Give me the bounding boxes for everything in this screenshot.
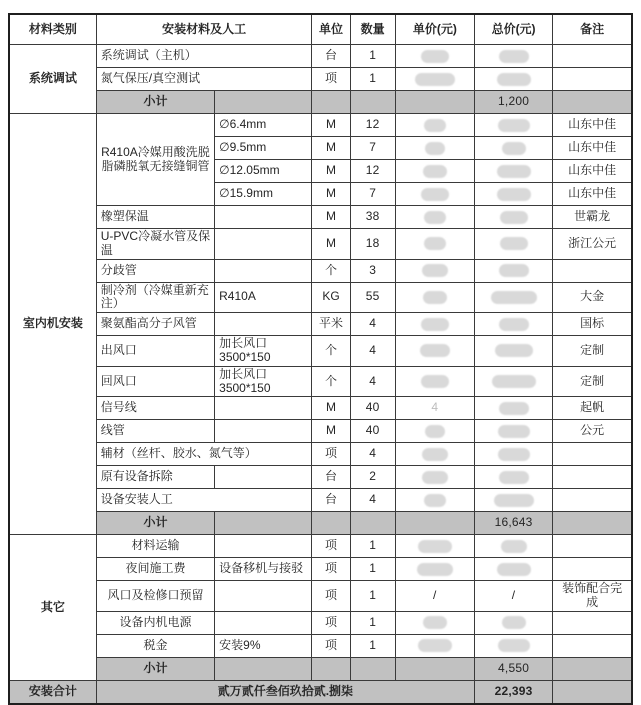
- subtotal-total-cell: 4,550: [474, 657, 552, 680]
- subtotal-total-cell: 16,643: [474, 512, 552, 535]
- remark-cell: [553, 657, 632, 680]
- item-name-cell: U-PVC冷凝水管及保温: [96, 229, 214, 260]
- redacted-value: [499, 50, 529, 63]
- redacted-value: [423, 616, 447, 629]
- item-name-cell: 原有设备拆除: [96, 466, 214, 489]
- unit-cell: M: [312, 114, 350, 137]
- category-cell: 其它: [9, 535, 96, 681]
- installation-quotation-table: [8, 13, 633, 705]
- total-price-cell: [474, 206, 552, 229]
- redacted-value: [424, 237, 446, 250]
- unit-price-cell: [395, 137, 474, 160]
- total-price-cell: [474, 634, 552, 657]
- unit-price-cell: [395, 512, 474, 535]
- unit-cell: KG: [312, 282, 350, 313]
- unit-price-cell: /: [395, 581, 474, 612]
- total-price-cell: [474, 137, 552, 160]
- unit-cell: 平米: [312, 313, 350, 336]
- item-row: [9, 558, 632, 581]
- redacted-value: [494, 494, 534, 507]
- item-row: [9, 581, 632, 612]
- unit-price-cell: [395, 657, 474, 680]
- redacted-value: [502, 616, 526, 629]
- unit-cell: 项: [312, 535, 350, 558]
- qty-cell: 4: [350, 336, 395, 367]
- unit-cell: [312, 657, 350, 680]
- unit-cell: M: [312, 397, 350, 420]
- item-row: [9, 206, 632, 229]
- redacted-value: [424, 211, 446, 224]
- qty-cell: 12: [350, 114, 395, 137]
- spec-cell: 加长风口 3500*150: [215, 336, 312, 367]
- qty-cell: 1: [350, 535, 395, 558]
- redacted-value: [422, 264, 448, 277]
- total-price-cell: [474, 535, 552, 558]
- remark-cell: [553, 558, 632, 581]
- spec-cell: 加长风口 3500*150: [215, 366, 312, 397]
- total-price-cell: [474, 313, 552, 336]
- redacted-value: [497, 188, 531, 201]
- unit-price-cell: [395, 160, 474, 183]
- total-price-cell: [474, 45, 552, 68]
- item-name-cell: 设备安装人工: [96, 489, 312, 512]
- redacted-value: [492, 375, 536, 388]
- unit-cell: M: [312, 160, 350, 183]
- qty-cell: 2: [350, 466, 395, 489]
- item-name-cell: 制冷剂（冷媒重新充注）: [96, 282, 214, 313]
- remark-cell: [553, 259, 632, 282]
- total-price-cell: /: [474, 581, 552, 612]
- redacted-value: [423, 165, 447, 178]
- spec-cell: R410A: [215, 282, 312, 313]
- remark-cell: 定制: [553, 336, 632, 367]
- total-price-cell: [474, 183, 552, 206]
- qty-cell: 7: [350, 137, 395, 160]
- unit-price-cell: 4: [395, 397, 474, 420]
- unit-price-cell: [395, 259, 474, 282]
- unit-cell: [312, 91, 350, 114]
- grand-total-amount-cell: 贰万贰仟叁佰玖拾贰.捌柒: [96, 680, 474, 704]
- qty-cell: 1: [350, 558, 395, 581]
- qty-cell: [350, 657, 395, 680]
- spec-cell: [215, 259, 312, 282]
- item-row: [9, 259, 632, 282]
- qty-cell: 4: [350, 443, 395, 466]
- grand-total-row: [9, 680, 632, 704]
- total-price-cell: [474, 366, 552, 397]
- unit-cell: M: [312, 137, 350, 160]
- total-price-cell: [474, 489, 552, 512]
- remark-cell: 山东中佳: [553, 160, 632, 183]
- unit-price-cell: [395, 91, 474, 114]
- redacted-value: [421, 375, 449, 388]
- unit-price-cell: [395, 466, 474, 489]
- spec-cell: ∅12.05mm: [215, 160, 312, 183]
- category-cell: 系统调试: [9, 45, 96, 114]
- spec-cell: [215, 313, 312, 336]
- redacted-value: [424, 494, 446, 507]
- subtotal-label-cell: 小计: [96, 657, 214, 680]
- unit-price-cell: [395, 489, 474, 512]
- unit-cell: 个: [312, 259, 350, 282]
- redacted-value: [498, 639, 530, 652]
- qty-cell: 40: [350, 397, 395, 420]
- item-name-cell: 橡塑保温: [96, 206, 214, 229]
- item-row: [9, 397, 632, 420]
- qty-cell: 12: [350, 160, 395, 183]
- spec-cell: [215, 657, 312, 680]
- total-price-cell: [474, 397, 552, 420]
- unit-price-cell: [395, 634, 474, 657]
- redacted-value: [424, 119, 446, 132]
- item-row: [9, 611, 632, 634]
- qty-cell: 1: [350, 634, 395, 657]
- col-header-unit: 单位: [312, 14, 350, 45]
- spec-cell: [215, 466, 312, 489]
- redacted-value: [497, 563, 531, 576]
- unit-cell: M: [312, 420, 350, 443]
- redacted-value: [425, 425, 445, 438]
- subtotal-row: [9, 657, 632, 680]
- unit-price-cell: [395, 313, 474, 336]
- category-cell: 安装合计: [9, 680, 96, 704]
- remark-cell: [553, 680, 632, 704]
- unit-price-cell: [395, 68, 474, 91]
- item-name-cell: 夜间施工费: [96, 558, 214, 581]
- remark-cell: 山东中佳: [553, 137, 632, 160]
- item-row: [9, 229, 632, 260]
- unit-cell: 台: [312, 466, 350, 489]
- remark-cell: 大金: [553, 282, 632, 313]
- redacted-value: [421, 318, 449, 331]
- qty-cell: 1: [350, 581, 395, 612]
- remark-cell: 国标: [553, 313, 632, 336]
- spec-cell: [215, 581, 312, 612]
- total-price-cell: [474, 443, 552, 466]
- item-name-cell: 线管: [96, 420, 214, 443]
- unit-cell: [312, 512, 350, 535]
- item-row: [9, 45, 632, 68]
- item-row: [9, 535, 632, 558]
- redacted-value: [421, 50, 449, 63]
- item-name-cell: 回风口: [96, 366, 214, 397]
- unit-cell: 个: [312, 366, 350, 397]
- redacted-value: [491, 291, 537, 304]
- item-name-cell: 材料运输: [96, 535, 214, 558]
- total-price-cell: 22,393: [474, 680, 552, 704]
- header-row: [9, 14, 632, 45]
- unit-cell: 项: [312, 581, 350, 612]
- spec-cell: 设备移机与接驳: [215, 558, 312, 581]
- total-price-cell: [474, 558, 552, 581]
- spec-cell: [215, 611, 312, 634]
- total-price-cell: [474, 68, 552, 91]
- remark-cell: 装饰配合完成: [553, 581, 632, 612]
- col-header-total-price: 总价(元): [474, 14, 552, 45]
- spec-cell: [215, 397, 312, 420]
- redacted-value: [418, 540, 452, 553]
- redacted-value: [422, 471, 448, 484]
- subtotal-total-cell: 1,200: [474, 91, 552, 114]
- redacted-value: [498, 448, 530, 461]
- subtotal-label-cell: 小计: [96, 512, 214, 535]
- spec-cell: [215, 420, 312, 443]
- total-price-cell: [474, 229, 552, 260]
- qty-cell: 38: [350, 206, 395, 229]
- unit-price-cell: [395, 611, 474, 634]
- item-row: [9, 420, 632, 443]
- unit-price-cell: [395, 366, 474, 397]
- redacted-value: [422, 448, 448, 461]
- spec-cell: [215, 206, 312, 229]
- item-row: [9, 68, 632, 91]
- remark-cell: 山东中佳: [553, 183, 632, 206]
- remark-cell: [553, 91, 632, 114]
- unit-cell: 项: [312, 611, 350, 634]
- item-row: [9, 466, 632, 489]
- col-header-item: 安装材料及人工: [96, 14, 312, 45]
- category-cell: 室内机安装: [9, 114, 96, 535]
- item-name-cell: 氮气保压/真空测试: [96, 68, 312, 91]
- item-row: [9, 313, 632, 336]
- remark-cell: 公元: [553, 420, 632, 443]
- qty-cell: 18: [350, 229, 395, 260]
- item-row: [9, 634, 632, 657]
- redacted-value: [500, 211, 528, 224]
- remark-cell: [553, 634, 632, 657]
- unit-cell: 项: [312, 558, 350, 581]
- item-name-cell: 设备内机电源: [96, 611, 214, 634]
- spec-cell: ∅6.4mm: [215, 114, 312, 137]
- item-row: [9, 114, 632, 137]
- total-price-cell: [474, 114, 552, 137]
- remark-cell: 山东中佳: [553, 114, 632, 137]
- qty-cell: 1: [350, 68, 395, 91]
- col-header-remark: 备注: [553, 14, 632, 45]
- subtotal-row: [9, 91, 632, 114]
- remark-cell: [553, 68, 632, 91]
- remark-cell: [553, 45, 632, 68]
- redacted-value: [500, 237, 528, 250]
- redacted-value: [423, 291, 447, 304]
- remark-cell: [553, 489, 632, 512]
- total-price-cell: [474, 336, 552, 367]
- col-header-category: 材料类别: [9, 14, 96, 45]
- item-row: [9, 366, 632, 397]
- redacted-value: [499, 264, 529, 277]
- total-price-cell: [474, 160, 552, 183]
- qty-cell: 4: [350, 489, 395, 512]
- total-price-cell: [474, 282, 552, 313]
- remark-cell: 起帆: [553, 397, 632, 420]
- qty-cell: [350, 512, 395, 535]
- item-name-cell: 税金: [96, 634, 214, 657]
- remark-cell: 定制: [553, 366, 632, 397]
- item-name-cell: 出风口: [96, 336, 214, 367]
- qty-cell: 1: [350, 45, 395, 68]
- item-name-cell: 信号线: [96, 397, 214, 420]
- spec-cell: [215, 535, 312, 558]
- remark-cell: [553, 611, 632, 634]
- total-price-cell: [474, 611, 552, 634]
- redacted-value: [498, 119, 530, 132]
- redacted-value: [418, 639, 452, 652]
- redacted-value: [495, 344, 533, 357]
- unit-cell: M: [312, 229, 350, 260]
- unit-cell: M: [312, 206, 350, 229]
- unit-price-cell: [395, 229, 474, 260]
- qty-cell: 4: [350, 313, 395, 336]
- spec-cell: 安装9%: [215, 634, 312, 657]
- spec-cell: ∅15.9mm: [215, 183, 312, 206]
- redacted-value: [501, 540, 527, 553]
- item-name-cell: 分歧管: [96, 259, 214, 282]
- unit-price-cell: [395, 45, 474, 68]
- qty-cell: 4: [350, 366, 395, 397]
- remark-cell: 世霸龙: [553, 206, 632, 229]
- remark-cell: [553, 535, 632, 558]
- remark-cell: [553, 466, 632, 489]
- unit-cell: 台: [312, 45, 350, 68]
- redacted-value: [417, 563, 453, 576]
- item-row: [9, 489, 632, 512]
- unit-price-cell: [395, 336, 474, 367]
- unit-price-cell: [395, 282, 474, 313]
- unit-price-cell: [395, 206, 474, 229]
- item-name-cell: 聚氨酯高分子风管: [96, 313, 214, 336]
- total-price-cell: [474, 420, 552, 443]
- item-row: [9, 282, 632, 313]
- redacted-value: [497, 165, 531, 178]
- spec-cell: [215, 229, 312, 260]
- col-header-qty: 数量: [350, 14, 395, 45]
- unit-cell: 个: [312, 336, 350, 367]
- redacted-value: [421, 188, 449, 201]
- redacted-value: [502, 142, 526, 155]
- redacted-value: [415, 73, 455, 86]
- qty-cell: 40: [350, 420, 395, 443]
- total-price-cell: [474, 466, 552, 489]
- redacted-value: [499, 402, 529, 415]
- unit-price-cell: [395, 114, 474, 137]
- qty-cell: 3: [350, 259, 395, 282]
- subtotal-label-cell: 小计: [96, 91, 214, 114]
- qty-cell: [350, 91, 395, 114]
- item-name-cell: R410A冷媒用酸洗脱脂磷脱氧无接缝铜管: [96, 114, 214, 206]
- item-name-cell: 风口及检修口预留: [96, 581, 214, 612]
- item-name-cell: 系统调试（主机）: [96, 45, 312, 68]
- redacted-value: [425, 142, 445, 155]
- unit-cell: 台: [312, 489, 350, 512]
- unit-price-cell: [395, 443, 474, 466]
- unit-price-cell: [395, 183, 474, 206]
- redacted-value: [420, 344, 450, 357]
- spec-cell: [215, 91, 312, 114]
- subtotal-row: [9, 512, 632, 535]
- remark-cell: 浙江公元: [553, 229, 632, 260]
- redacted-value: [497, 73, 531, 86]
- remark-cell: [553, 443, 632, 466]
- remark-cell: [553, 512, 632, 535]
- unit-cell: M: [312, 183, 350, 206]
- unit-price-cell: [395, 558, 474, 581]
- qty-cell: 7: [350, 183, 395, 206]
- item-name-cell: 辅材（丝杆、胶水、氮气等）: [96, 443, 312, 466]
- unit-price-cell: [395, 420, 474, 443]
- unit-cell: 项: [312, 68, 350, 91]
- spec-cell: ∅9.5mm: [215, 137, 312, 160]
- unit-cell: 项: [312, 443, 350, 466]
- qty-cell: 1: [350, 611, 395, 634]
- item-row: [9, 336, 632, 367]
- qty-cell: 55: [350, 282, 395, 313]
- spec-cell: [215, 512, 312, 535]
- col-header-unit-price: 单价(元): [395, 14, 474, 45]
- unit-cell: 项: [312, 634, 350, 657]
- redacted-value: [499, 318, 529, 331]
- redacted-value: [499, 471, 529, 484]
- total-price-cell: [474, 259, 552, 282]
- redacted-value: [498, 425, 530, 438]
- item-row: [9, 443, 632, 466]
- unit-price-cell: [395, 535, 474, 558]
